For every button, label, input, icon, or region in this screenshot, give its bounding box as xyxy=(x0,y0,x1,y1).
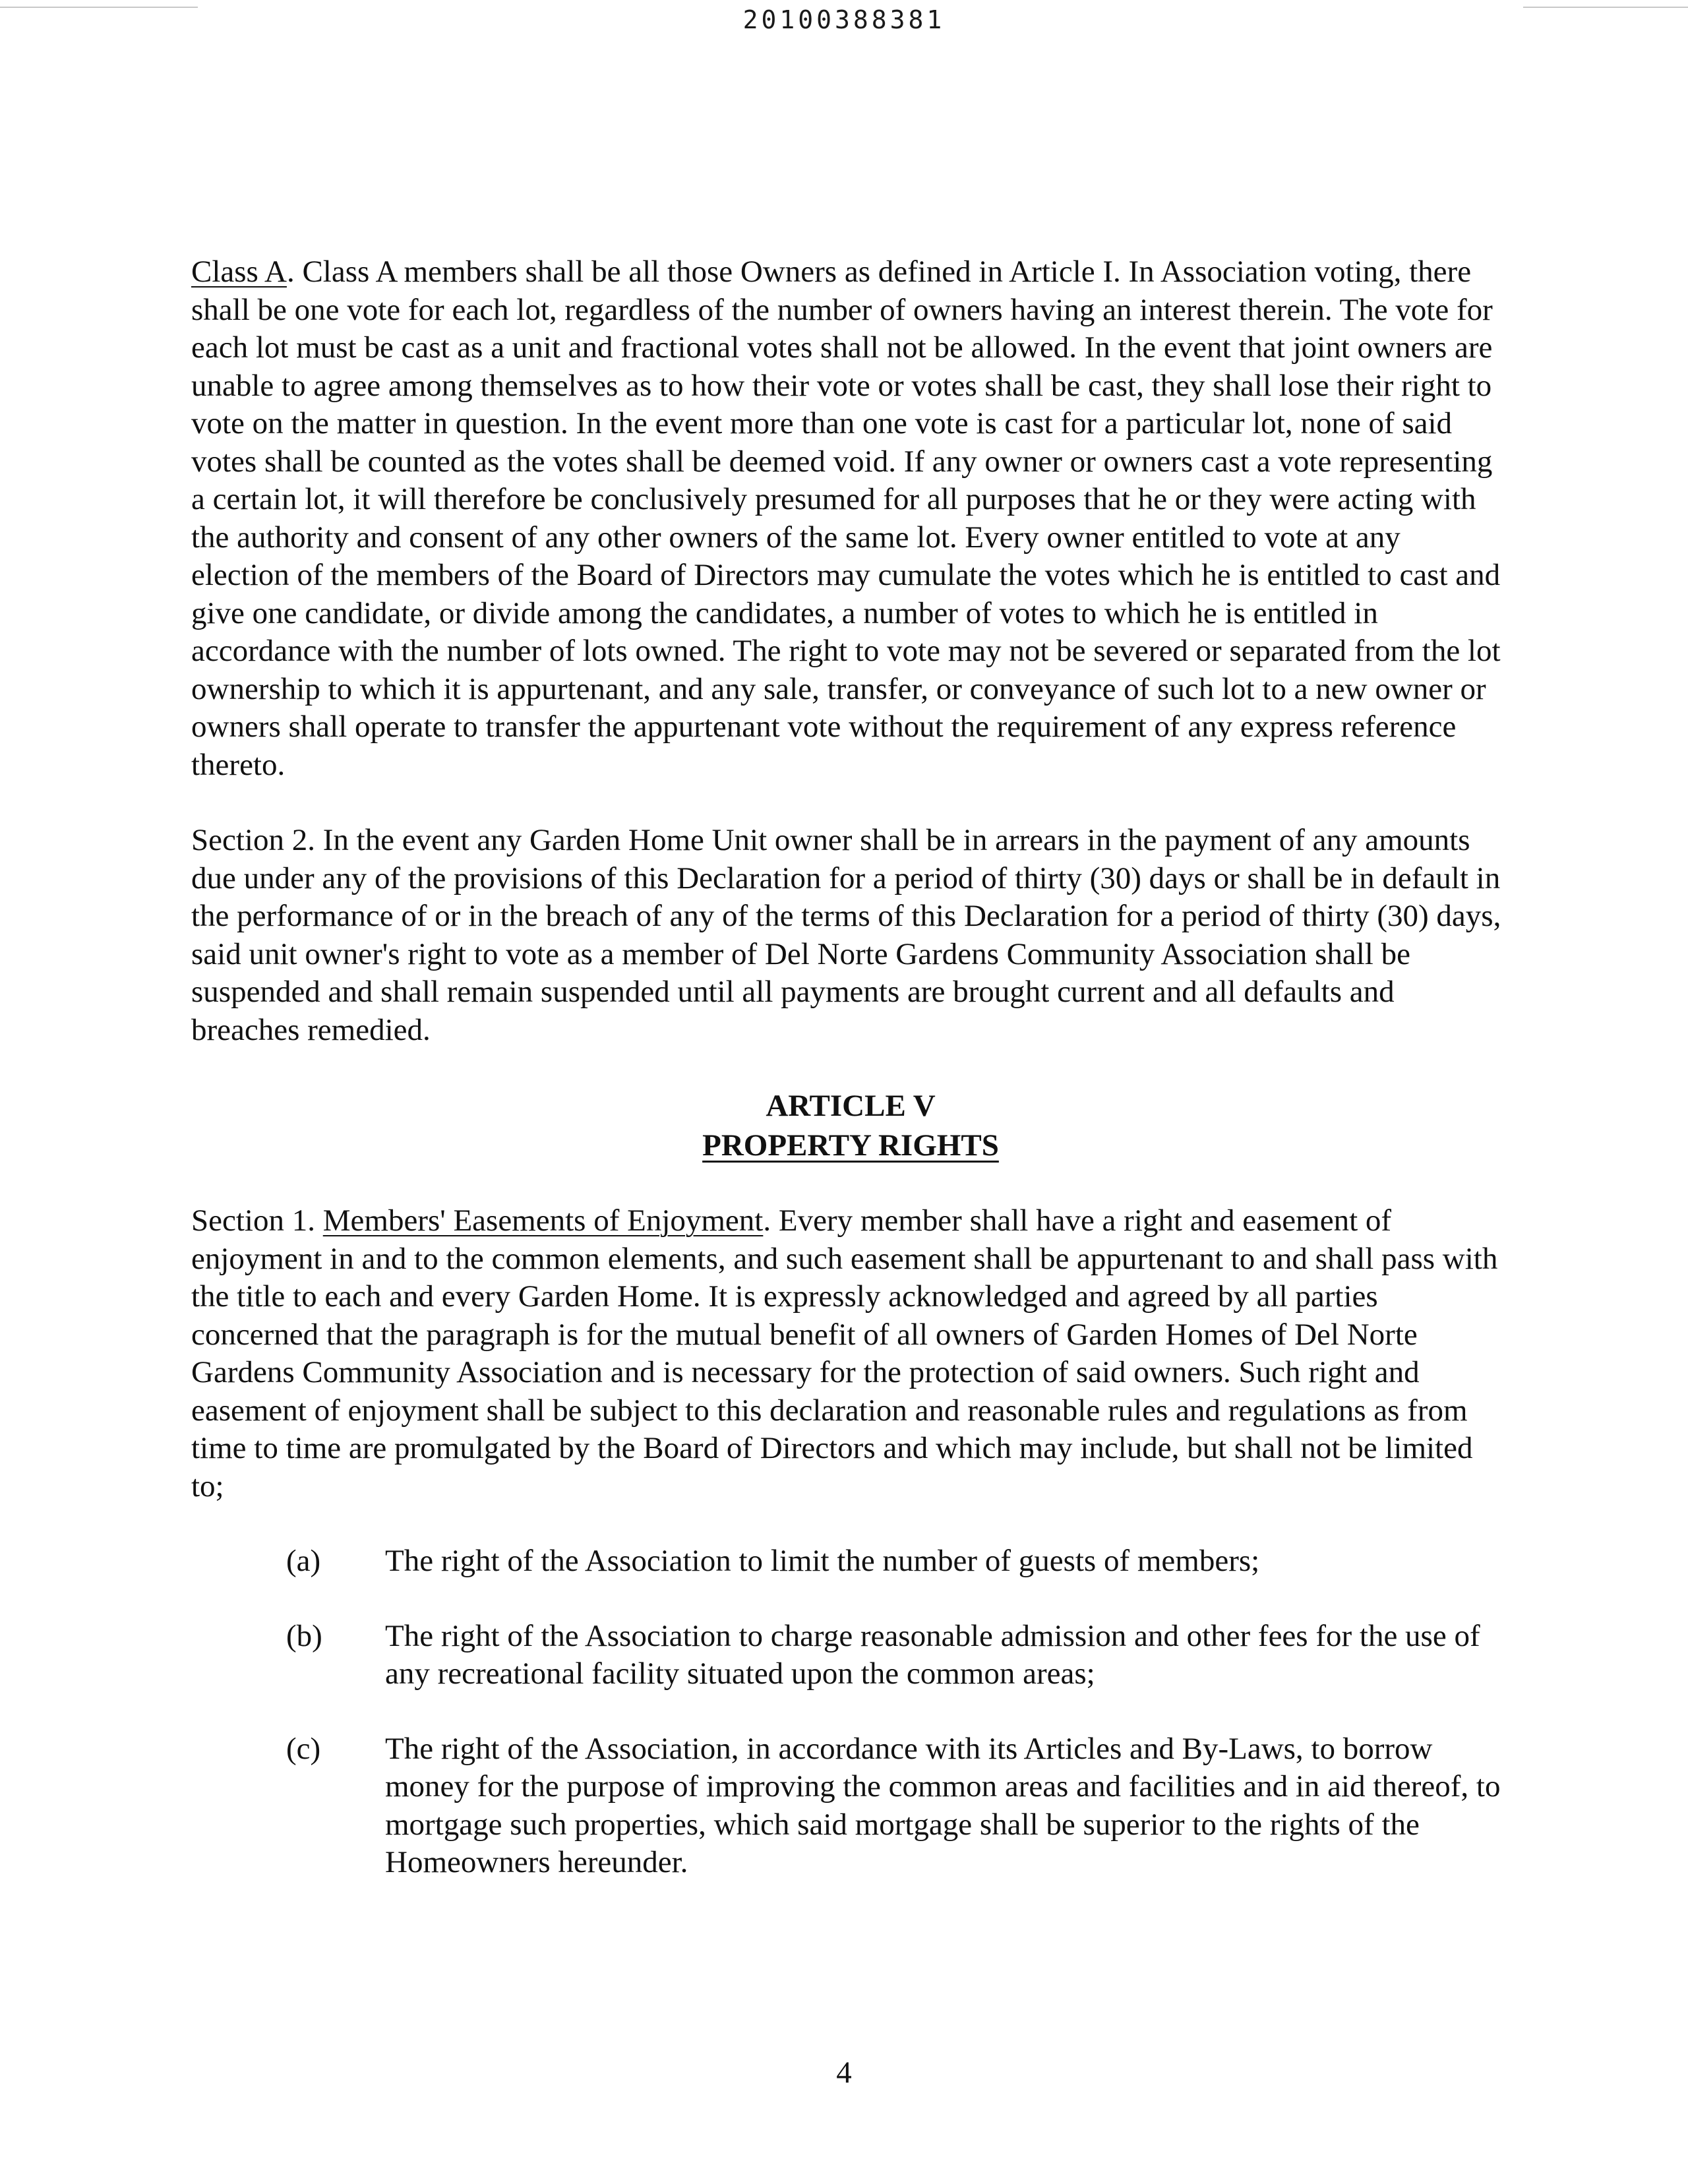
page-body xyxy=(191,253,1503,1882)
class-a-paragraph xyxy=(191,253,1503,784)
class-a-label: Class A xyxy=(191,255,287,289)
list-item xyxy=(191,1730,1503,1882)
article-subtitle: PROPERTY RIGHTS xyxy=(702,1128,999,1163)
document-number: 20100388381 xyxy=(742,5,946,34)
list-item-text: The right of the Association to limit the number of guests of members; xyxy=(385,1544,1260,1578)
page-number: 4 xyxy=(836,2055,852,2090)
list-item-label: (a) xyxy=(286,1544,321,1578)
article-heading xyxy=(191,1086,1503,1165)
section-2-paragraph: Section 2. In the event any Garden Home Unit owner shall be in arrears in the payment of any amounts due under any of the provisions of this Declaration for a period of thirty (30) days or shall be in default in the performance of or in the breach of any of the terms of this Declaration for a period of thirty (30) days, said unit owner's right to vote as a member of Del Norte Gardens Community Association shall be suspended and shall remain suspended until all payments are brought current and all defaults and breaches remedied. xyxy=(191,823,1501,1047)
article-title: ARTICLE V xyxy=(766,1089,936,1123)
section-1-paragraph xyxy=(191,1202,1503,1505)
section-1-prefix: Section 1. xyxy=(191,1203,323,1238)
rights-list xyxy=(191,1542,1503,1882)
class-a-text: . Class A members shall be all those Owners as defined in Article I. In Association voting, there shall be one vote for each lot, regardless of the number of owners having an interest therein. The vote for each lot must be cast as a unit and fractional votes shall not be allowed. In the event that joint owners are unable to agree among themselves as to how their vote or votes shall be cast, they shall lose their right to vote on the matter in question. In the event more than one vote is cast for a particular lot, none of said votes shall be counted as the votes shall be deemed void. If any owner or owners cast a vote representing a certain lot, it will therefore be conclusively presumed for all purposes that he or they were acting with the authority and consent of any other owners of the same lot. Every owner entitled to vote at any election of the members of the Board of Directors may cumulate the votes which he is entitled to cast and give one candidate, or divide among the candidates, a number of votes to which he is entitled in accordance with the number of lots owned. The right to vote may not be severed or separated from the lot ownership to which it is appurtenant, and any sale, transfer, or conveyance of such lot to a new owner or owners shall operate to transfer the appurtenant vote without the requirement of any express reference thereto. xyxy=(191,255,1501,782)
list-item-text: The right of the Association to charge reasonable admission and other fees for the use of any recreational facility situated upon the common areas; xyxy=(385,1618,1480,1691)
section-1-heading: Members' Easements of Enjoyment xyxy=(322,1203,764,1238)
list-item-text: The right of the Association, in accordance with its Articles and By-Laws, to borrow money for the purpose of improving the common areas and facilities and in aid thereof, to mortgage such properties, which said mortgage shall be superior to the rights of the Homeowners hereunder. xyxy=(385,1731,1501,1879)
section-1-text: . Every member shall have a right and easement of enjoyment in and to the common elements, and such easement shall be appurtenant to and shall pass with the title to each and every Garden Home. It is expressly acknowledged and agreed by all parties concerned that the paragraph is for the mutual benefit of all owners of Garden Homes of Del Norte Gardens Community Association and is necessary for the protection of said owners. Such right and easement of enjoyment shall be subject to this declaration and reasonable rules and regulations as from time to time are promulgated by the Board of Directors and which may include, but shall not be limited to; xyxy=(191,1203,1498,1503)
list-item xyxy=(191,1618,1503,1693)
list-item-label: (c) xyxy=(286,1731,321,1766)
list-item xyxy=(191,1542,1503,1581)
list-item-label: (b) xyxy=(286,1618,322,1653)
